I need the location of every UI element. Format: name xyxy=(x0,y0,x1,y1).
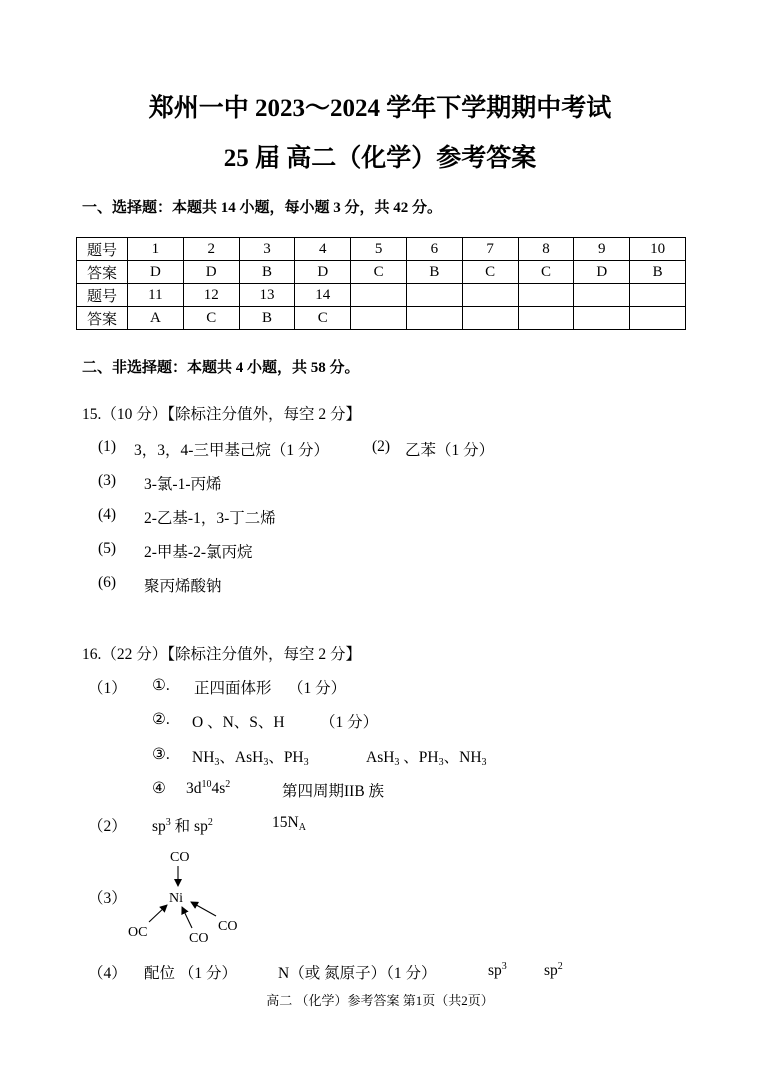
q16-part-3-num: （3） xyxy=(88,890,127,907)
q16-sub-3-formula-a: $NH_3$、AsH$_3$、$PH_3$ xyxy=(192,749,309,768)
table-cell xyxy=(574,284,630,307)
table-cell: C xyxy=(295,307,351,330)
q16-part-4-b: N（或 氮原子）（1 分） xyxy=(278,965,437,982)
q16-sub-3-num: ③. xyxy=(152,746,170,763)
q15-item-4: 2-乙基-1，3-丁二烯 xyxy=(144,510,276,527)
table-cell: 1 xyxy=(128,238,184,261)
table-cell: 3 xyxy=(239,238,295,261)
q16-sub-2: O 、N、S、H xyxy=(192,714,285,731)
table-cell xyxy=(462,284,518,307)
co-label-right: CO xyxy=(218,919,238,934)
table-cell: B xyxy=(406,261,462,284)
table-cell: B xyxy=(239,307,295,330)
section2-heading: 二、非选择题：本题共 4 小题，共 58 分。 xyxy=(82,360,360,376)
table-cell xyxy=(406,284,462,307)
q16-sub-2-num: ②. xyxy=(152,711,170,728)
table-cell: 11 xyxy=(128,284,184,307)
q16-sub-4-period: 第四周期IIB 族 xyxy=(282,783,385,800)
table-header-cell: 答案 xyxy=(77,307,128,330)
table-row xyxy=(77,261,686,284)
q15-item-6: 聚丙烯酸钠 xyxy=(144,578,222,595)
q16-part-4-c: $sp^3$ xyxy=(488,961,507,979)
table-cell: 14 xyxy=(295,284,351,307)
table-row xyxy=(77,238,686,261)
q15-item-2-num: (2) xyxy=(372,438,391,455)
table-cell: 8 xyxy=(518,238,574,261)
bond-arrow-left xyxy=(149,905,167,922)
q16-part-2-count: $15N_A$ xyxy=(272,814,306,833)
table-cell: 10 xyxy=(630,238,686,261)
q16-part-2-num: （2） xyxy=(88,818,127,835)
q16-sub-1-points: （1 分） xyxy=(288,680,347,697)
q16-sub-1: 正四面体形 xyxy=(194,680,272,697)
table-cell xyxy=(518,307,574,330)
table-cell xyxy=(518,284,574,307)
table-cell: C xyxy=(518,261,574,284)
q15-item-3: 3-氯-1-丙烯 xyxy=(144,476,222,493)
table-cell: D xyxy=(295,261,351,284)
q16-sub-1-num: ①. xyxy=(152,677,170,694)
table-cell: C xyxy=(351,261,407,284)
ni-label: Ni xyxy=(169,891,183,906)
page-footer: 高二 （化学）参考答案 第1页（共2页） xyxy=(266,993,494,1008)
table-cell: B xyxy=(239,261,295,284)
q16-part-1-num: （1） xyxy=(88,680,127,697)
page-subtitle: 25 届 高二（化学）参考答案 xyxy=(223,145,537,172)
table-header-cell: 答案 xyxy=(77,261,128,284)
table-cell: D xyxy=(574,261,630,284)
table-cell: 5 xyxy=(351,238,407,261)
table-cell: 7 xyxy=(462,238,518,261)
table-cell: C xyxy=(183,307,239,330)
table-cell xyxy=(406,307,462,330)
table-cell: 2 xyxy=(183,238,239,261)
table-cell: D xyxy=(183,261,239,284)
table-cell: A xyxy=(128,307,184,330)
q16-header: 16.（22 分）【除标注分值外，每空 2 分】 xyxy=(82,646,362,663)
nickel-carbonyl-structure xyxy=(120,844,260,948)
q15-header: 15.（10 分）【除标注分值外，每空 2 分】 xyxy=(82,406,362,423)
q16-sub-2-points: （1 分） xyxy=(320,714,379,731)
q15-item-1: 3，3，4-三甲基己烷（1 分） xyxy=(134,442,330,459)
oc-label-left: OC xyxy=(128,925,148,940)
section1-heading: 一、选择题：本题共 14 小题，每小题 3 分，共 42 分。 xyxy=(82,200,443,216)
co-label-bottom: CO xyxy=(189,931,209,946)
table-cell xyxy=(351,284,407,307)
table-cell xyxy=(351,307,407,330)
page-title: 郑州一中 2023～2024 学年下学期期中考试 xyxy=(148,95,612,122)
q15-item-3-num: (3) xyxy=(98,472,117,489)
table-cell: B xyxy=(630,261,686,284)
q15-item-1-num: (1) xyxy=(98,438,117,455)
q15-item-5-num: (5) xyxy=(98,540,117,557)
answer-table xyxy=(76,237,686,330)
q16-sub-4-config: $3d^{10}4s^2$ xyxy=(186,779,231,797)
table-row xyxy=(77,284,686,307)
q16-sub-3-formula-b: AsH$_3$ 、$PH_3$、$NH_3$ xyxy=(366,749,487,768)
bond-arrow-right xyxy=(191,902,216,916)
table-cell: 6 xyxy=(406,238,462,261)
q15-item-5: 2-甲基-2-氯丙烷 xyxy=(144,544,253,561)
q16-part-2-hybrid: $sp^3$ 和 $sp^2$ xyxy=(152,817,213,835)
table-cell xyxy=(630,307,686,330)
table-cell: 9 xyxy=(574,238,630,261)
q16-part-4-d: $sp^2$ xyxy=(544,961,563,979)
table-cell: D xyxy=(128,261,184,284)
q15-item-4-num: (4) xyxy=(98,506,117,523)
q16-part-4-a: 配位 （1 分） xyxy=(144,965,238,982)
table-cell: 13 xyxy=(239,284,295,307)
co-label-top: CO xyxy=(170,850,190,865)
table-row xyxy=(77,307,686,330)
table-cell: C xyxy=(462,261,518,284)
q16-part-4-num: （4） xyxy=(88,965,127,982)
table-cell: 12 xyxy=(183,284,239,307)
table-header-cell: 题号 xyxy=(77,238,128,261)
q15-item-2: 乙苯（1 分） xyxy=(405,442,495,459)
q16-sub-4-num: ④ xyxy=(152,780,166,797)
table-cell xyxy=(462,307,518,330)
table-cell xyxy=(574,307,630,330)
table-cell xyxy=(630,284,686,307)
table-cell: 4 xyxy=(295,238,351,261)
q16-part-2-text: 和 sp xyxy=(174,818,208,835)
q15-item-6-num: (6) xyxy=(98,574,117,591)
bond-arrow-bottom xyxy=(182,907,192,928)
table-header-cell: 题号 xyxy=(77,284,128,307)
